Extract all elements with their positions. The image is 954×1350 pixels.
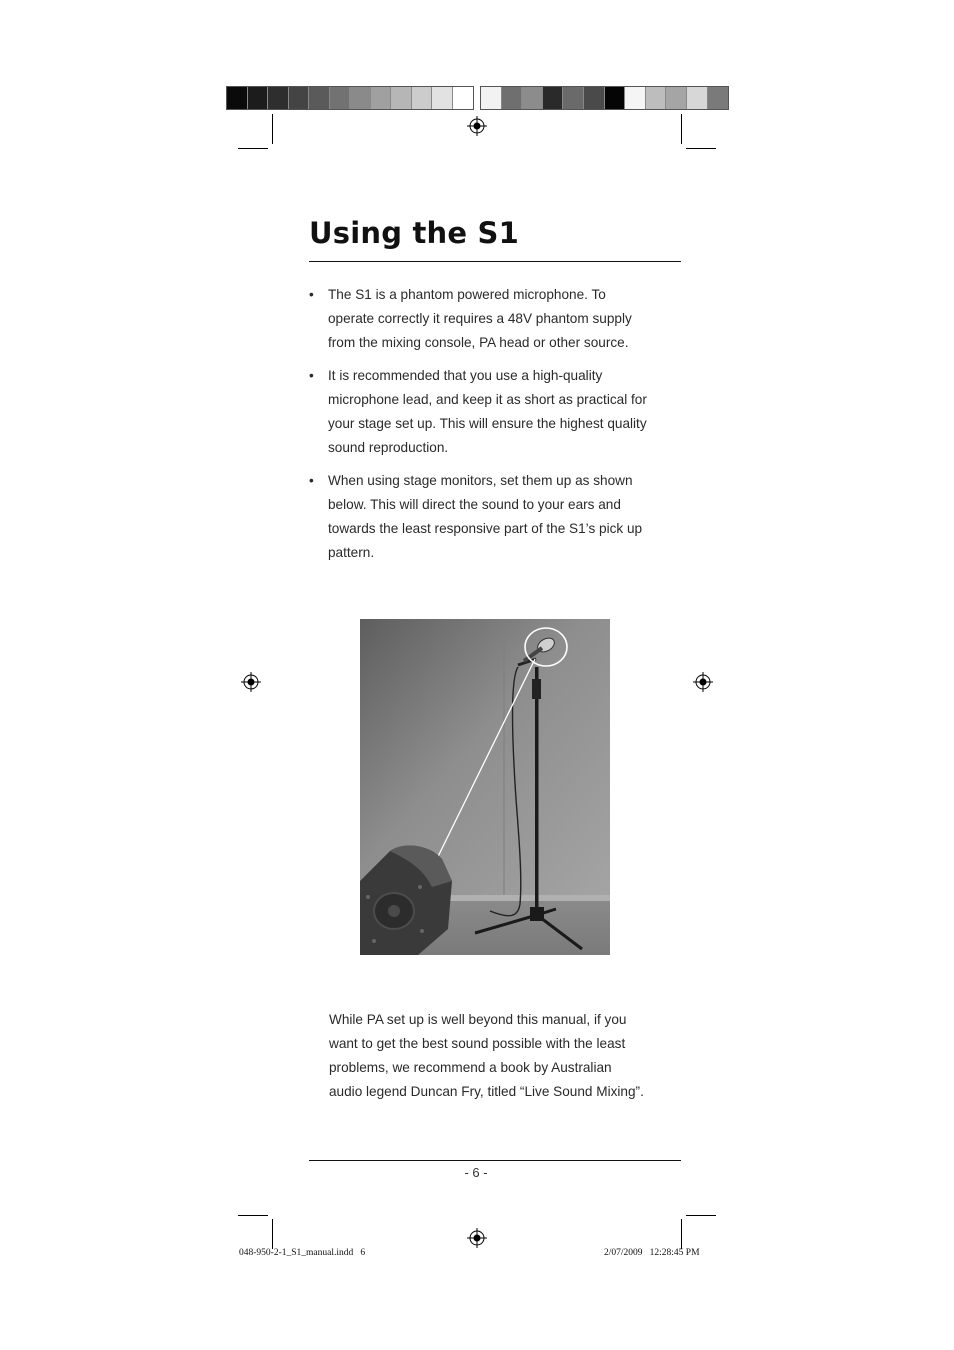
- color-swatch: [522, 87, 543, 109]
- color-swatch: [666, 87, 687, 109]
- color-swatch: [268, 87, 289, 109]
- color-swatch: [481, 87, 502, 109]
- color-swatch: [502, 87, 523, 109]
- crop-mark: [238, 1215, 268, 1216]
- list-item: [309, 469, 654, 565]
- list-item-text: The S1 is a phantom powered microphone. To operate correctly it requires a 48V phantom supply from the mixing console, PA head or other source.: [328, 287, 632, 350]
- page-title: Using the S1: [309, 216, 519, 250]
- crop-mark: [686, 148, 716, 149]
- list-item: [309, 283, 654, 355]
- bullet-icon: •: [309, 473, 314, 488]
- color-swatch: [350, 87, 371, 109]
- color-swatch: [309, 87, 330, 109]
- color-swatch: [563, 87, 584, 109]
- list-item-text: It is recommended that you use a high-quality microphone lead, and keep it as short as practical for your stage set up. This will ensure the highest quality sound reproduction.: [328, 368, 647, 455]
- list-item-text: When using stage monitors, set them up as shown below. This will direct the sound to your ears and towards the least responsive part of the S1’s pick up pattern.: [328, 473, 643, 560]
- color-swatch: [289, 87, 310, 109]
- footer-rule: [309, 1160, 681, 1161]
- color-swatch: [330, 87, 351, 109]
- bullet-icon: •: [309, 368, 314, 383]
- registration-mark-icon: [467, 116, 487, 136]
- color-swatch: [687, 87, 708, 109]
- stage-setup-illustration: [360, 619, 610, 955]
- registration-mark-icon: [241, 672, 261, 692]
- color-swatch: [584, 87, 605, 109]
- color-swatch: [227, 87, 248, 109]
- slug-file: 048-950-2-1_S1_manual.indd 6: [239, 1248, 366, 1258]
- crop-mark: [681, 114, 682, 144]
- color-swatch: [412, 87, 433, 109]
- color-bar-left: [226, 86, 474, 110]
- color-swatch: [432, 87, 453, 109]
- bullet-list: [309, 283, 654, 574]
- color-swatch: [625, 87, 646, 109]
- crop-mark: [272, 114, 273, 144]
- color-bar-right: [480, 86, 729, 110]
- color-swatch: [248, 87, 269, 109]
- crop-mark: [238, 148, 268, 149]
- color-swatch: [371, 87, 392, 109]
- color-swatch: [391, 87, 412, 109]
- stage-setup-photo: [360, 619, 610, 955]
- color-swatch: [646, 87, 667, 109]
- page-number: - 6 -: [464, 1165, 488, 1180]
- color-swatch: [453, 87, 473, 109]
- color-swatch: [708, 87, 729, 109]
- list-item: [309, 364, 654, 460]
- color-swatch: [605, 87, 626, 109]
- crop-mark: [681, 1219, 682, 1249]
- bullet-icon: •: [309, 287, 314, 302]
- crop-mark: [686, 1215, 716, 1216]
- color-swatch: [543, 87, 564, 109]
- registration-mark-icon: [693, 672, 713, 692]
- registration-mark-icon: [467, 1228, 487, 1248]
- closing-paragraph: While PA set up is well beyond this manual, if you want to get the best sound possible with the least problems, we recommend a book by Australian audio legend Duncan Fry, titled “Live Sound Mixing”.: [329, 1012, 644, 1099]
- crop-mark: [272, 1219, 273, 1249]
- title-underline: [309, 261, 681, 262]
- slug-date: 2/07/2009 12:28:45 PM: [604, 1248, 700, 1258]
